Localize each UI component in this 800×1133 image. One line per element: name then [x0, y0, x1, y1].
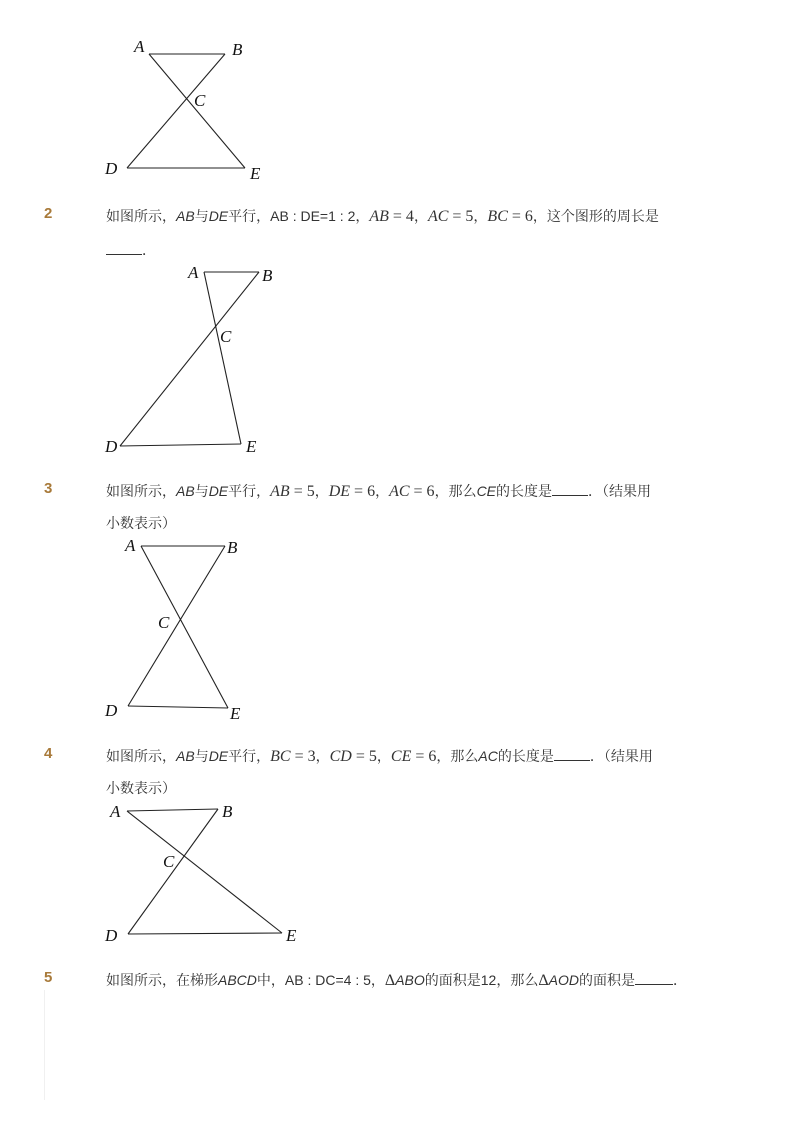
label-b: B [262, 266, 273, 285]
label-b: B [222, 802, 233, 821]
question-4-text: 如图所示，AB与DE平行，BC = 3，CD = 5，CE = 6，那么AC的长度是 ．（结果用 [106, 748, 653, 765]
label-c: C [158, 613, 170, 632]
label-a: A [110, 802, 121, 821]
label-e: E [230, 704, 241, 723]
answer-blank[interactable] [635, 970, 673, 985]
question-3-text: 如图所示，AB与DE平行，AB = 5，DE = 6，AC = 6，那么CE的长度是 ．（结果用 [106, 483, 652, 500]
figure-3-diagram [100, 530, 270, 725]
segment-ab [127, 809, 218, 811]
label-c: C [194, 91, 206, 110]
divider [44, 990, 45, 1100]
answer-blank[interactable] [106, 240, 142, 255]
figure-1 [100, 30, 280, 190]
question-number: 3 [44, 480, 53, 497]
figure-3 [100, 530, 270, 725]
label-d: D [105, 926, 118, 945]
question-5-text: 如图所示，在梯形ABCD中，AB : DC=4 : 5，ΔABO的面积是12，那么ΔAOD的面积是 ． [106, 972, 687, 989]
label-e: E [250, 164, 261, 183]
question-number: 2 [44, 205, 53, 222]
label-b: B [232, 40, 243, 59]
segment-ae [204, 272, 241, 444]
segment-ae [149, 54, 245, 168]
segment-de [128, 933, 282, 934]
segment-de [120, 444, 241, 446]
label-a: A [125, 536, 136, 555]
segment-bd [128, 546, 225, 706]
label-e: E [246, 437, 257, 456]
question-2-text-line2: ． [106, 240, 156, 260]
label-e: E [286, 926, 297, 945]
question-3-text-line2: 小数表示） [106, 515, 176, 531]
figure-4 [100, 795, 310, 950]
segment-ae [141, 546, 228, 708]
label-b: B [227, 538, 238, 557]
label-c: C [163, 852, 175, 871]
answer-blank[interactable] [554, 746, 590, 761]
figure-2-diagram [100, 258, 290, 458]
question-number: 5 [44, 969, 53, 986]
figure-2 [100, 258, 290, 458]
label-d: D [105, 437, 118, 456]
answer-blank[interactable] [552, 481, 588, 496]
segment-bd [120, 272, 259, 446]
question-number: 4 [44, 745, 53, 762]
segment-ae [127, 811, 282, 933]
label-d: D [105, 159, 118, 178]
label-a: A [134, 37, 145, 56]
label-d: D [105, 701, 118, 720]
segment-de [128, 706, 228, 708]
figure-4-diagram [100, 795, 310, 950]
question-4-text-line2: 小数表示） [106, 780, 176, 796]
question-2-text: 如图所示，AB与DE平行，AB : DE=1 : 2，AB = 4，AC = 5，BC = 6，这个图形的周长是 [106, 208, 659, 225]
label-a: A [188, 263, 199, 282]
figure-1-diagram [100, 30, 280, 190]
label-c: C [220, 327, 232, 346]
segment-bd [127, 54, 225, 168]
